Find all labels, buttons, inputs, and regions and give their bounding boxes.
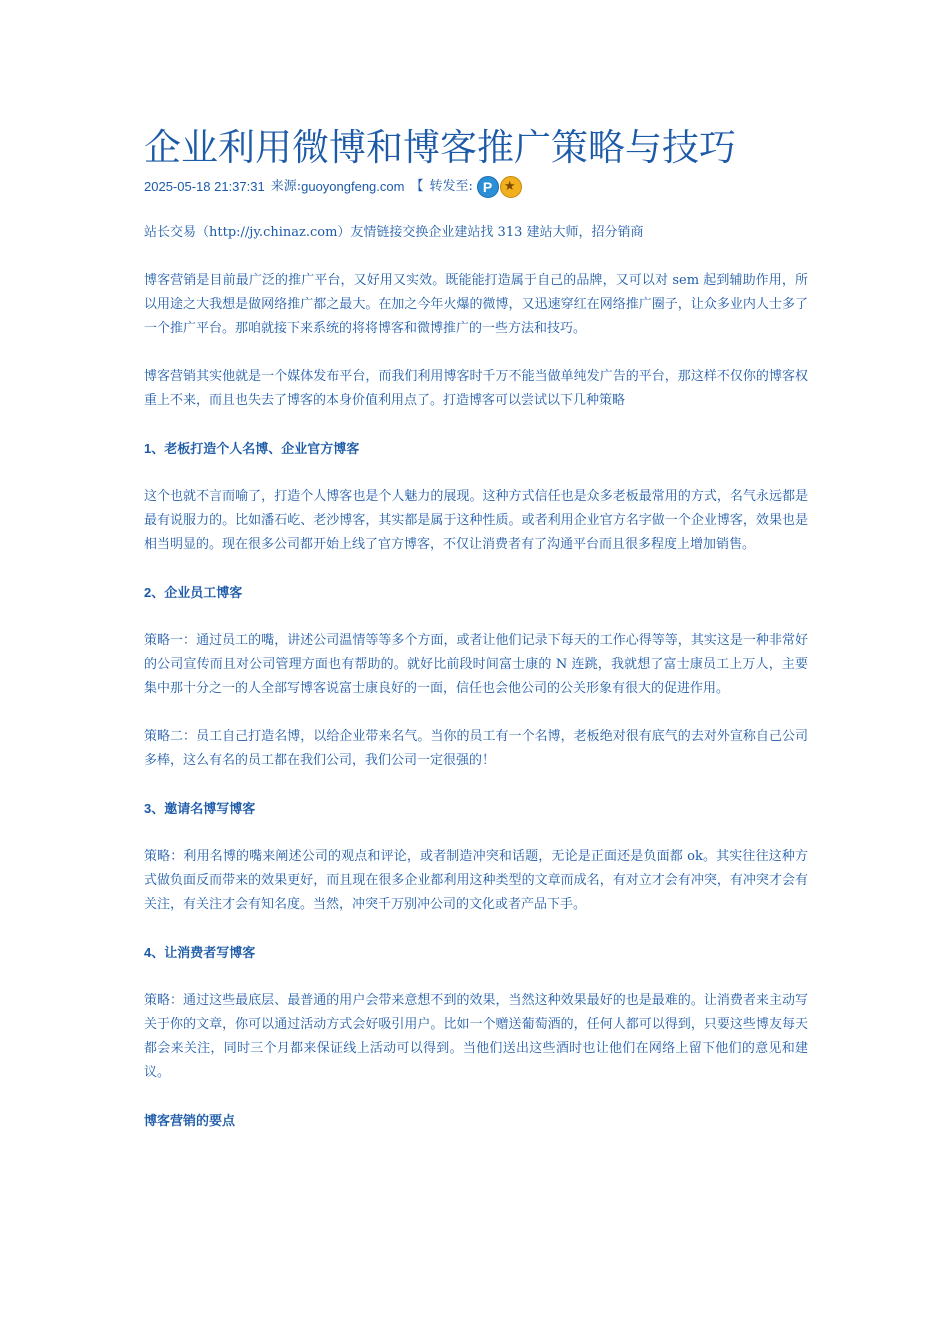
publish-datetime: 2025-05-18 21:37:31 xyxy=(144,179,265,194)
paragraph: 博客营销是目前最广泛的推广平台，又好用又实效。既能能打造属于自己的品牌，又可以对 sem 起到辅助作用，所以用途之大我想是做网络推广都之最大。在加之今年火爆的微博，又迅速穿红在网络推广圈子，让众多业内人士多了一个推广平台。那咱就接下来系统的将将博客和微博推广的一些方法和技巧。 xyxy=(144,273,808,336)
section-heading: 3、邀请名博写博客 xyxy=(144,801,256,816)
share-icon-blue[interactable] xyxy=(477,176,499,198)
paragraph: 这个也就不言而喻了，打造个人博客也是个人魅力的展现。这种方式信任也是众多老板最常用的方式，名气永远都是最有说服力的。比如潘石屹、老沙博客，其实都是属于这种性质。或者利用企业官方名字做一个企业博客，效果也是相当明显的。现在很多公司都开始上线了官方博客，不仅让消费者有了沟通平台而且很多程度上增加销售。 xyxy=(144,489,808,552)
source-link[interactable]: guoyongfeng.com xyxy=(301,179,405,194)
paragraph: 策略：通过这些最底层、最普通的用户会带来意想不到的效果，当然这种效果最好的也是最难的。让消费者来主动写关于你的文章，你可以通过活动方式会好吸引用户。比如一个赠送葡萄酒的，任何人都可以得到，只要这些博友每天都会来关注，同时三个月都来保证线上活动可以得到。当他们送出这些酒时也让他们在网络上留下他们的意见和建议。 xyxy=(144,993,808,1080)
bracket: 【 xyxy=(410,179,424,194)
article-body xyxy=(144,221,808,1157)
share-label: 转发至: xyxy=(429,179,473,194)
source-label: 来源: xyxy=(270,179,302,194)
paragraph: 策略一：通过员工的嘴，讲述公司温情等等多个方面，或者让他们记录下每天的工作心得等等，其实这是一种非常好的公司宣传而且对公司管理方面也有帮助的。就好比前段时间富士康的 N 连跳，我就想了富士康员工上万人，主要集中那十分之一的人全部写博客说富士康良好的一面，信任也会他公司的公关形象有很大的促进作用。 xyxy=(144,633,808,696)
article-title: 企业利用微博和博客推广策略与技巧 xyxy=(144,126,736,169)
section-heading: 2、企业员工博客 xyxy=(144,585,243,600)
paragraph: 策略：利用名博的嘴来阐述公司的观点和评论，或者制造冲突和话题，无论是正面还是负面都 ok。其实往往这种方式做负面反而带来的效果更好，而且现在很多企业都利用这种类型的文章而成名，有对立才会有冲突，有冲突才会有关注，有关注才会有知名度。当然，冲突千万别冲公司的文化或者产品下手。 xyxy=(144,849,808,912)
section-heading: 1、老板打造个人名博、企业官方博客 xyxy=(144,441,360,456)
section-heading: 博客营销的要点 xyxy=(144,1113,236,1128)
article-meta xyxy=(144,176,522,198)
section-heading: 4、让消费者写博客 xyxy=(144,945,256,960)
paragraph: 博客营销其实他就是一个媒体发布平台，而我们利用博客时千万不能当做单纯发广告的平台，那这样不仅你的博客权重上不来，而且也失去了博客的本身价值利用点了。打造博客可以尝试以下几种策略 xyxy=(144,369,808,408)
paragraph: 策略二：员工自己打造名博，以给企业带来名气。当你的员工有一个名博，老板绝对很有底气的去对外宣称自己公司多棒，这么有名的员工都在我们公司，我们公司一定很强的！ xyxy=(144,729,808,768)
share-icon-yellow[interactable] xyxy=(500,176,522,198)
paragraph: 站长交易（http://jy.chinaz.com）友情链接交换企业建站找 313 建站大师，招分销商 xyxy=(144,225,644,240)
